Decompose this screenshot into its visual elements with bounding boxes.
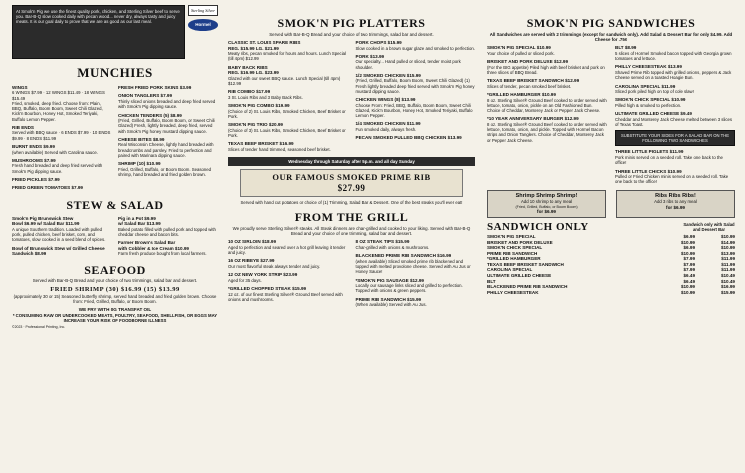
prime-rib-plank (240, 169, 463, 196)
munchie-item: ONION TANGLERS $7.99 Thinly sliced onions breaded and deep fried served with Smok'n Pig dipping sauce. (118, 93, 216, 110)
stew-item: Smok'n Pig Brunswick Stew Bowl $6.99 w/ Salad Bar $11.99 A unique Southern tradition. Loaded with pulled pork, pulled chicken, beef brisket, corn, and tomatoes, slow cooked in a seed blend of spices. (12, 215, 106, 243)
sandwich-item: SMOK'N PIG SPECIAL $10.99 Your choice of pulled or sliced pork. (487, 45, 555, 56)
platter-item: SMOK'N PIG COMBO $19.99 (Choice of 2) St. Louis Ribs, Smoked Chicken, Beef Brisket or Pork. (228, 103, 346, 119)
grill-title: FROM THE GRILL (294, 210, 409, 225)
platter-item: TEXAS BEEF BRISKET $16.99 Slices of tender hand trimmed, seasoned beef brisket. (228, 141, 331, 152)
platter-item: CHICKEN WINGS (8) $13.99 Choose From: Fried, BBQ, Buffalo, Boom Boom, Sweet Chili Glazed, Kick'n Bourbon, Honey Hot, Smoked Teriyaki, Buffalo Lemon Pepper. (355, 97, 473, 119)
sandwich-only-title: SANDWICH ONLY (487, 220, 589, 233)
grill-item: 16 OZ RIBEYE $27.99 Our most flavorful steak always tender and juicy. (228, 258, 321, 270)
stew-item: Bowl of Brunswick Stew w/ Grilled Cheese Sandwich $8.99 (12, 245, 105, 257)
platter-item: 1/2 SMOKED CHICKEN $15.99 (Fried, Grilled, Buffalo, Boom Boom, Sweet Chili Glazed) (1) Fresh lightly breaded deep fried served with Smok'n Pig honey mustard dipping sauce. (355, 72, 475, 94)
munchie-item: MUSHROOMS $7.99 Fresh hand breaded and deep fried served with Smok'n Pig dipping sauce. (12, 157, 103, 174)
left-column (12, 0, 218, 473)
stew-title: STEW & SALAD (66, 198, 164, 212)
munchie-item: FRESH FRIED PORK SKINS $3.99 (118, 84, 192, 90)
sterling-logo: Sterling Silver (188, 5, 218, 16)
platter-item: BABY BACK RIBS REG. $16.99 LG. $23.99 Glazed with our sweet BBQ sauce. Lunch Special (till 4pm) $12.99 (228, 64, 341, 87)
platters-sub: Served with Bar-B-Q Bread and your choice of two trimmings, salad bar and dessert. (269, 31, 434, 37)
munchie-item: CHEESE BITES $8.99 Real Wisconsin Cheese, lightly hand breaded with breadcrumbs and parsley. Fried to perfection and paired with Marinara dipping sauce. (118, 136, 214, 158)
platter-item: PORK $13.99 Our specialty... Hand pulled or sliced, tender moist pork shoulder. (355, 53, 461, 70)
intro-board: At Smok'n Pig we use the finest quality pork, chicken, and Sterling Silver beef to serve you. Bar-B-Q slow cooked daily with pecan wood... never dry, always tasty and juicy meats. It is our goal daily to prove that we are as good as our last meal. (12, 5, 185, 59)
sandwich-only-row: ULTIMATE GRILLED CHEESE $6.49 $10.49 (487, 273, 735, 279)
munchie-item: FRIED PICKLES $7.99 (12, 176, 60, 182)
sandwich-item: PHILLY CHEESESTEAK $13.99 Shaved Prime Rib topped with grilled onions, peppers & Jack Cheese served on a toasted Hoagie Bun. (615, 64, 732, 81)
stew-item: Farmer Brown's Salad Bar with Cobbler & Ice Cream $10.99 Farm fresh produce bought from local farmers. (118, 240, 207, 257)
sandwich-item: CAROLINA SPECIAL $11.99 Sliced pork piled high on top of cole slaw! (615, 83, 694, 95)
middle-column (228, 0, 475, 473)
fried-shrimp-desc: (approximately 30 or 15) Seasoned butterfly shrimp, served hand breaded and fried golden brown. Choose from: Fried, Grilled, Buffalo, or Boom Boom. (13, 293, 217, 304)
printer-footer: ©2023 · Professional Printing, Inc. (12, 325, 66, 330)
sandwich-item: BRISKET AND PORK DELUXE $12.99 (For the BIG appetite) Piled high with beef brisket and pork on three slices of BBQ Bread. (487, 59, 605, 76)
grill-item: BLACKENED PRIME RIB SANDWICH $16.99 (when available) Sliced smoked prime rib blackened and topped with melted provolone cheese. Served with Au Jus or Honey Sauce! (355, 253, 471, 275)
sandwich-only-row: CAROLINA SPECIAL $7.99 $11.99 (487, 267, 735, 273)
prime-rib-desc: Served with hand cut potatoes or choice of (1) Trimming, Salad Bar & Dessert. One of the best steaks you'll ever eat! (240, 199, 463, 205)
raw-notice: * CONSUMING RAW OR UNDERCOOKED MEATS, POULTRY, SEAFOOD, SHELLFISH, OR EGGS MAY INCREASE YOUR RISK OF FOODBORNE ILLNESS (12, 312, 218, 323)
grill-item: 12 OZ NEW YORK STRIP $23.99 Aged for 35 days. (228, 272, 298, 283)
sandwich-only-row: BLACKENED PRIME RIB SANDWICH $10.99 $16.99 (487, 284, 735, 290)
platter-item: PECAN SMOKED PULLED BBQ CHICKEN $13.99 (355, 135, 462, 141)
grill-sub: We proudly serve Sterling Silver® steaks. All Steak dinners are char-grilled and cooked to your liking. Served with Bar-B-Q Bread and your choice of one trimming, salad bar and dessert. (232, 225, 471, 237)
sandwiches-title: SMOK'N PIG SANDWICHES (526, 16, 696, 30)
grill-item: *SMOK'N PIG SAUSAGE $12.99 Locally our sausage links sliced and grilled to perfection. Topped with onions & green peppers. (355, 277, 463, 294)
substitute-board: SUBSTITUTE YOUR SIDES FOR A SALAD BAR ON THE FOLLOWING TWO SANDWICHES (615, 130, 735, 146)
sandwich-item: BLT $8.99 5 slices of Hormel Smoked bacon topped with Georgia grown tomatoes and lettuce. (615, 45, 732, 62)
munchies-left (12, 85, 112, 194)
platter-item: CLASSIC ST. LOUIS SPARE RIBS REG. $15.99 LG. $21.99 Meaty ribs, pecan smoked for hours and hours. Lunch Special (till 4pm) $12.99 (228, 40, 346, 62)
munchie-item: FRIED GREEN TOMATOES $7.99 (12, 185, 83, 191)
munchies-right (118, 85, 218, 194)
shrimp-special: Shrimp Shrimp Shrimp! Add 10 shrimp to any meal (Fried, Grilled, Buffalo, or Boom Boom) for $6.99 (487, 190, 606, 218)
platters-title: SMOK'N PIG PLATTERS (277, 16, 426, 30)
grill-item: 10 OZ SIRLOIN $18.99 Aged to perfection and seared over a hot grill leaving it tender and juicy. (228, 239, 346, 256)
munchie-item: CHICKEN TENDERS (5) $8.99 (Fried, Grilled, Buffalo, Boom Boom, or Sweet Chili Glazed) Fresh, lightly breaded, deep fried, served with Smok'n Pig honey mustard dipping sauce. (118, 112, 215, 134)
stew-item: Pig in a Pot $9.99 w/ Salad Bar $13.99 Baked potato filled with pulled pork and topped with cheddar cheese and bacon bits. (118, 215, 216, 238)
sandwich-only-row: TEXAS BEEF BRISKET SANDWICH $7.99 $11.99 (487, 261, 735, 267)
platter-item: SMOK'N PIG TRIO $20.99 (Choice of 3) St. Louis Ribs, Smoked Chicken, Beef Brisket or Pork. (228, 122, 346, 139)
ribs-special: Ribs Ribs Ribs! Add 3 ribs to any meal for $6.99 (616, 190, 735, 218)
prime-rib-banner: Wednesday through Saturday after 5p.m. and all day Sunday (228, 157, 475, 166)
sandwich-only-row: BLT $6.49 $10.49 (487, 278, 735, 284)
munchie-item: WINGS 6 WINGS $7.99 · 12 WINGS $11.49 · 18 WINGS $15.49 Fried, smoked, deep fried. Choose from: Plain, BBQ, Buffalo, Boom Boom, Sweet Chili Glazed, Kick'n Bourbon, Honey Hot, Smoked Teriyaki, Buffalo Lemon Pepper. (12, 84, 105, 122)
hormel-logo: Hormel (188, 19, 218, 30)
platter-item: PORK CHOPS $15.99 Slow cooked in a brown sugar glaze and smoked to perfection. (355, 40, 475, 51)
sandwich-item: *10 YEAR ANNIVERSARY BURGER $12.99 8 oz. Sterling Silver® Ground Beef cooked to order served with lettuce, tomato, onion, and pickle. Topped with Hormel Bacon strips and Onion Tanglers. Choice of Cheddar, Monterey Jack or Pepper Jack Cheese. (487, 116, 607, 143)
right-column (487, 0, 735, 473)
sandwich-item: TEXAS BEEF BRISKET SANDWICH $12.99 Slices of tender, pecan smoked beef brisket. (487, 78, 580, 89)
oil-note: WE FRY WITH 0G TRANSFAT OIL (78, 307, 152, 313)
sandwiches-sub: All Sandwiches are served with 2 trimmings (except for sandwich only). Add Salad & Dessert Bar for only $4.99. Add Cheese for .75¢ (489, 31, 733, 42)
sandwich-only-row: BRISKET AND PORK DELUXE $10.99 $14.99 (487, 239, 735, 245)
sandwich-item: ULTIMATE GRILLED CHEESE $9.49 Cheddar and Monterey Jack Cheese melted between 3 slices of Texas Toast. (615, 111, 733, 127)
sandwich-item: THREE LITTLE CHICKS $10.99 Pulled or Fried Chicken minis served on a seeded roll. Take one back to the office! (615, 168, 729, 185)
sandwich-only-row: PRIME RIB SANDWICH $10.99 $13.99 (487, 250, 735, 256)
sandwich-only-list (487, 234, 735, 296)
munchies-title: MUNCHIES (77, 65, 153, 80)
sandwich-item: *GRILLED HAMBURGER $10.99 8 oz. Sterling Silver® Ground Beef cooked to order served with lettuce, tomato, onion, pickle on an Old Fashioned Bun. Choice of Cheddar, Monterey Jack or Pepper Jack Cheese. (487, 92, 607, 114)
grill-item: *GRILLED CHOPPED STEAK $15.99 12 oz. of our finest Sterling Silver® Ground Beef served with onions and mushrooms. (228, 286, 343, 302)
sandwich-only-row: *GRILLED HAMBURGER $7.99 $11.99 (487, 256, 735, 262)
sandwich-only-note: Sandwich only with Salad and Dessert Bar (683, 222, 735, 233)
sandwich-only-row: SMOK'N PIG SPECIAL $6.99 $10.99 (487, 233, 735, 239)
platter-item: 1/4 SMOKED CHICKEN $11.99 Fun smoked daily, always fresh. (355, 121, 421, 133)
sandwich-item: THREE LITTLE PIGLETS $11.99 Pork minis served on a seeded roll. Take one back to the office! (615, 149, 723, 166)
munchie-item: SHRIMP (10) $10.99 Fried, Grilled, Buffalo, or Boom Boom. Seasoned shrimp, hand breaded and fried golden brown. (118, 161, 212, 177)
seafood-title: SEAFOOD (84, 262, 146, 277)
munchie-item: BURNT ENDS $9.99 (when available) Served with Carolina sauce. (12, 143, 98, 155)
grill-item: PRIME RIB SANDWICH $15.99 (When available) Served with Au Jus. (355, 296, 427, 308)
sandwich-item: SMOK'N CHICK SPECIAL $10.99 Pilled high & smoked to perfection. (615, 97, 686, 108)
grill-item: 8 OZ STEAK TIPS $15.99 Char-grilled with onions & mushrooms. (355, 239, 430, 250)
prime-rib-price: $27.99 (337, 182, 366, 193)
platter-item: RIB COMBO $17.99 3 St. Louis Ribs and 3 Baby Back Ribs. (228, 89, 303, 100)
sandwich-only-row: PHILLY CHEESESTEAK $10.99 $15.99 (487, 289, 735, 295)
munchie-item: RIB ENDS Served with BBQ sauce · 6 ENDS $7.99 · 10 ENDS $9.99 · 8 ENDS $11.99 (12, 124, 111, 141)
seafood-sub: Served with Bar-B-Q Bread and your choice of two trimmings, salad bar and dessert. (32, 278, 198, 284)
prime-rib-title: OUR FAMOUS SMOKED PRIME RIB (272, 172, 431, 183)
fried-shrimp: FRIED SHRIMP (30) $16.99 (15) $13.99 (50, 285, 180, 293)
sandwich-only-row: SMOK'N CHICK SPECIAL $6.99 $10.99 (487, 245, 735, 251)
